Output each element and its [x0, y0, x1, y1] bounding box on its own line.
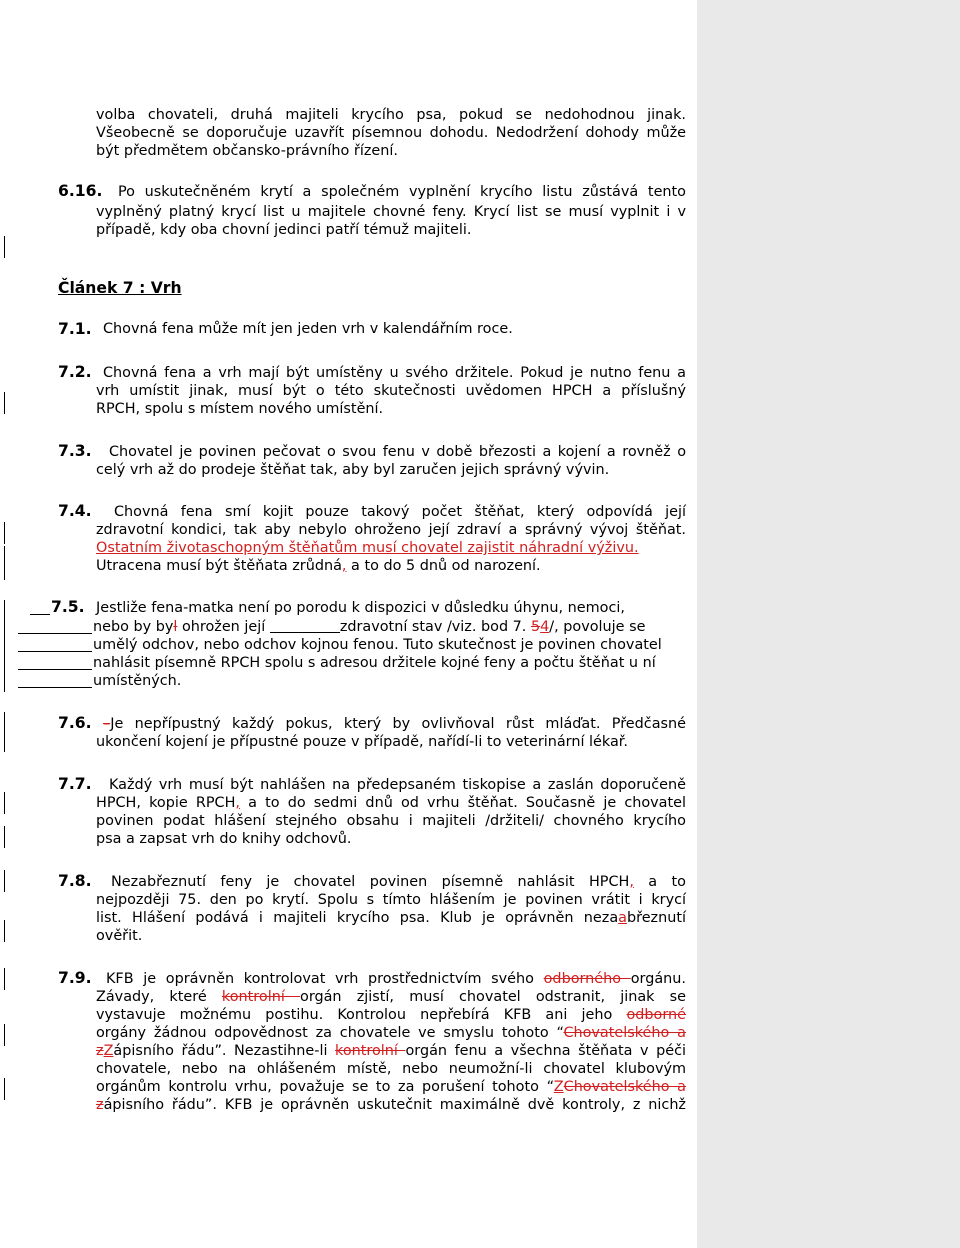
paragraph-line: případě, kdy oba chovní jedinci patří témuž majiteli. [96, 222, 472, 238]
text-run: a to do 5 dnů od narození. [346, 558, 541, 574]
paragraph-line: Každý vrh musí být nahlášen na předepsaném tiskopise a zaslán doporučeně [109, 777, 686, 793]
change-bar [4, 712, 5, 752]
paragraph-line [96, 909, 686, 927]
deleted-text: z [96, 1043, 104, 1059]
paragraph-line: Chovatel je povinen pečovat o svou fenu v době březosti a kojení a rovněž o [109, 444, 686, 460]
text-run: vystavuje možnému postihu. Kontrolou nepřebírá KFB ani jeho [96, 1007, 627, 1023]
paragraph-line: Chovná fena smí kojit pouze takový počet štěňat, který odpovídá její [114, 504, 686, 520]
change-bar [4, 1024, 5, 1046]
paragraph-line [106, 970, 686, 988]
paragraph-line: vrh umístit jinak, musí být o této skutečnosti uvědomen HPCH a příslušný [96, 383, 686, 399]
change-bar [4, 792, 5, 814]
text-run: orgány žádnou odpovědnost za chovatele ve smyslu tohoto “ [96, 1025, 564, 1041]
change-bar [4, 826, 5, 848]
paragraph-line: umělý odchov, nebo odchov kojnou fenou. Tuto skutečnost je povinen chovatel [93, 637, 662, 653]
section-number: 7.3. [58, 442, 92, 460]
inserted-text: , [341, 558, 347, 574]
paragraph-line: Chovná fena a vrh mají být umístěny u svého držitele. Pokud je nutno fenu a [103, 365, 686, 381]
section-number: 7.5. [51, 598, 85, 616]
text-run: orgánům kontrolu vrhu, považuje se to za porušení tohoto “ [96, 1079, 554, 1095]
section-number: 7.4. [58, 502, 92, 520]
inserted-text: , [629, 874, 634, 890]
section-number: 7.8. [58, 872, 92, 890]
change-bar [4, 236, 5, 258]
paragraph-line: Chovná fena může mít jen jeden vrh v kalendářním roce. [103, 321, 513, 337]
text-run: a to [633, 874, 686, 890]
text-run: /, povoluje se [549, 619, 646, 635]
paragraph-line: ukončení kojení je přípustné pouze v případě, nařídí-li to veterinární lékař. [96, 734, 628, 750]
paragraph-line [96, 1024, 686, 1042]
comment-margin-pane [697, 0, 960, 1248]
paragraph-line: umístěných. [93, 673, 182, 689]
deleted-text: kontrolní [221, 989, 301, 1005]
paragraph-line [111, 873, 686, 891]
paragraph-line [96, 1042, 686, 1060]
inserted-text: Z [103, 1043, 114, 1059]
paragraph-line [103, 715, 686, 733]
text-run: Závady, které [96, 989, 222, 1005]
paragraph-line: ověřit. [96, 928, 143, 944]
paragraph-line: vyplněný platný krycí list u majitele chovné feny. Krycí list se musí vyplnit i v [96, 204, 686, 220]
revision-rule [18, 687, 92, 688]
text-run: list. Hlášení podává i majiteli krycího psa. Klub je oprávněn neza [96, 910, 619, 926]
section-number: 7.7. [58, 775, 92, 793]
paragraph-line [96, 1006, 686, 1024]
section-number: 7.9. [58, 969, 92, 987]
paragraph-line: nejpozději 75. den po krytí. Spolu s tímto hlášením je povinen vrátit i krycí [96, 892, 686, 908]
paragraph-line: zdravotní kondici, tak aby nebylo ohroženo její zdraví a správný vývoj štěňat. [96, 522, 686, 538]
revision-rule [18, 651, 92, 652]
deleted-text: l [173, 619, 178, 635]
paragraph-line: Jestliže fena-matka není po porodu k dispozici v důsledku úhynu, nemoci, [96, 600, 625, 616]
change-bar [4, 522, 5, 544]
revision-rule [18, 669, 92, 670]
paragraph-line [96, 557, 541, 575]
paragraph-line: celý vrh až do prodeje štěňat tak, aby byl zaručen jejich správný vývin. [96, 462, 610, 478]
inserted-text: Ostatním životaschopným štěňatům musí chovatel zajistit náhradní výživu. [96, 540, 639, 556]
text-run: a to do sedmi dnů od vrhu štěňat. Současně je chovatel [239, 795, 686, 811]
deleted-text: Chovatelského a [563, 1079, 686, 1095]
text-run: zdravotní stav /viz. bod 7. [339, 619, 531, 635]
section-number: 7.6. [58, 714, 92, 732]
deleted-text: kontrolní [335, 1043, 406, 1059]
paragraph-line: Všeobecně se doporučuje uzavřít písemnou dohodu. Nedodržení dohody může [96, 125, 686, 141]
revision-rule [18, 633, 92, 634]
deleted-text: odborné [626, 1007, 686, 1023]
change-bar [4, 1078, 5, 1100]
text-run: ápisního řádu”. KFB je oprávněn uskutečnit maximálně dvě kontroly, z nichž [103, 1097, 686, 1113]
change-bar [4, 600, 5, 692]
deleted-text: Chovatelského a [563, 1025, 686, 1041]
text-run: nebo by by [93, 619, 174, 635]
inserted-text: a [618, 910, 627, 926]
section-number: 7.1. [58, 320, 92, 338]
change-bar [4, 968, 5, 990]
paragraph-line: psa a zapsat vrh do knihy odchovů. [96, 831, 352, 847]
section-number: 6.16. [58, 182, 103, 200]
revision-rule [30, 614, 50, 615]
deleted-text: 5 [530, 619, 541, 635]
text-run: Nezabřeznutí feny je chovatel povinen písemně nahlásit HPCH [111, 874, 630, 890]
text-run: HPCH, kopie RPCH [96, 795, 236, 811]
paragraph-line [96, 794, 686, 812]
inserted-text: Z [553, 1079, 564, 1095]
paragraph-line: Po uskutečněném krytí a společném vyplnění krycího listu zůstává tento [118, 184, 686, 200]
text-run: ápisního řádu”. Nezastihne-li [113, 1043, 336, 1059]
paragraph-line: nahlásit písemně RPCH spolu s adresou držitele kojné feny a počtu štěňat u ní [93, 655, 656, 671]
paragraph-line [96, 1096, 686, 1114]
change-bar [4, 870, 5, 892]
text-run: orgán fenu a všechna štěňata v péči [405, 1043, 686, 1059]
deleted-text: z [96, 1097, 104, 1113]
change-bar [4, 920, 5, 942]
text-run: orgán zjistí, musí chovatel odstranit, jinak se [300, 989, 687, 1005]
paragraph-line [96, 988, 686, 1006]
paragraph-line: chovatele, nebo na ohlášeném místě, nebo neumožní-li chovatel klubovým [96, 1061, 686, 1077]
inserted-text: , [235, 795, 240, 811]
article-heading: Článek 7 : Vrh [58, 279, 182, 297]
inserted-text: 4 [540, 619, 550, 635]
paragraph-line: volba chovateli, druhá majiteli krycího psa, pokud se nedohodnou jinak. [96, 107, 686, 123]
text-run: ohrožen její [177, 619, 270, 635]
deleted-text: – [103, 716, 111, 732]
section-number: 7.2. [58, 363, 92, 381]
paragraph-line: RPCH, spolu s místem nového umístění. [96, 401, 384, 417]
change-bar [4, 392, 5, 414]
revision-rule [270, 622, 340, 633]
text-run: Je nepřípustný každý pokus, který by ovlivňoval růst mláďat. Předčasné [110, 716, 686, 732]
paragraph-line [93, 618, 645, 636]
change-bar [4, 546, 5, 580]
text-run: orgánu. [630, 971, 686, 987]
text-run: KFB je oprávněn kontrolovat vrh prostřednictvím svého [106, 971, 544, 987]
deleted-text: odborného [543, 971, 631, 987]
text-run: Utracena musí být štěňata zrůdná [96, 558, 342, 574]
paragraph-line: povinen podat hlášení stejného obsahu i majiteli /držiteli/ chovného krycího [96, 813, 686, 829]
paragraph-line: být předmětem občansko-právního řízení. [96, 143, 398, 159]
paragraph-line [96, 1078, 686, 1096]
text-run: březnutí [626, 910, 686, 926]
